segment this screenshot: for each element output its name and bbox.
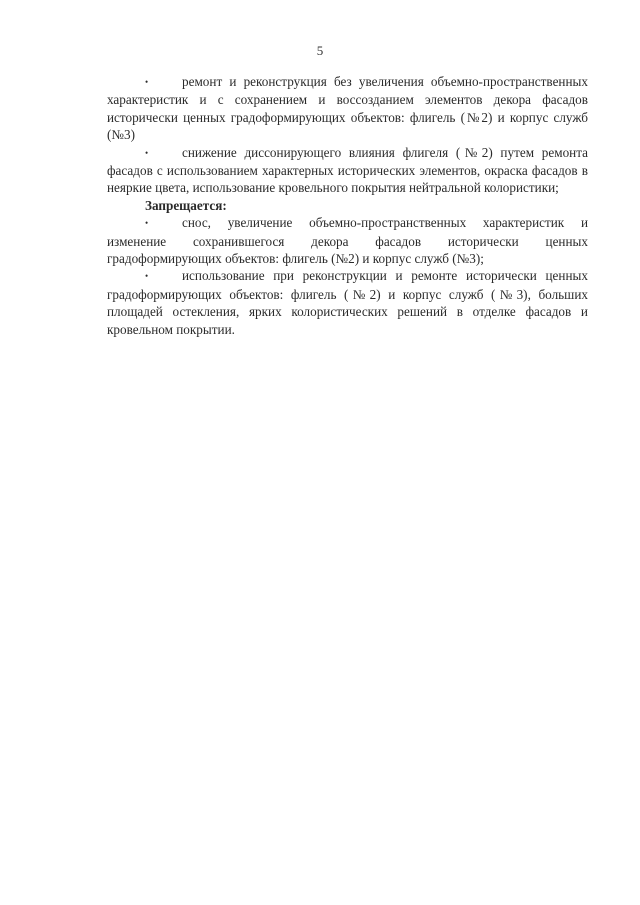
list-item-text: снижение диссонирующего влияния флигеля (№2) путем ремонта фасадов с использованием характерных исторических элементов, окраска фасадов в неяркие цвета, использование кровельного покрытия нейтральной колористики; [107, 144, 588, 196]
page-content [107, 73, 588, 338]
bullet-icon: • [145, 271, 149, 282]
list-item [107, 73, 588, 144]
section-heading-prohibited: Запрещается: [145, 197, 227, 213]
list-item [107, 214, 588, 267]
list-item-text: ремонт и реконструкция без увеличения объемно-пространственных характеристик и с сохранением и воссозданием элементов декора фасадов исторически ценных градоформирующих объектов: флигель (№2) и корпус служб (№3) [107, 74, 588, 143]
list-item [107, 267, 588, 338]
list-item-text: снос, увеличение объемно-пространственных характеристик и изменение сохранившегося декора фасадов исторически ценных градоформирующих объектов: флигель (№2) и корпус служб (№3); [107, 215, 588, 267]
bullet-icon: • [145, 218, 149, 229]
bullet-icon: • [145, 147, 149, 158]
list-item-text: использование при реконструкции и ремонте исторически ценных градоформирующих объектов: флигель (№2) и корпус служб (№3), больших площадей остекления, ярких колористических решений в отделке фасадов и кровельном покрытии. [107, 268, 588, 337]
page-number: 5 [316, 43, 324, 58]
list-item [107, 144, 588, 197]
bullet-icon: • [145, 77, 149, 87]
